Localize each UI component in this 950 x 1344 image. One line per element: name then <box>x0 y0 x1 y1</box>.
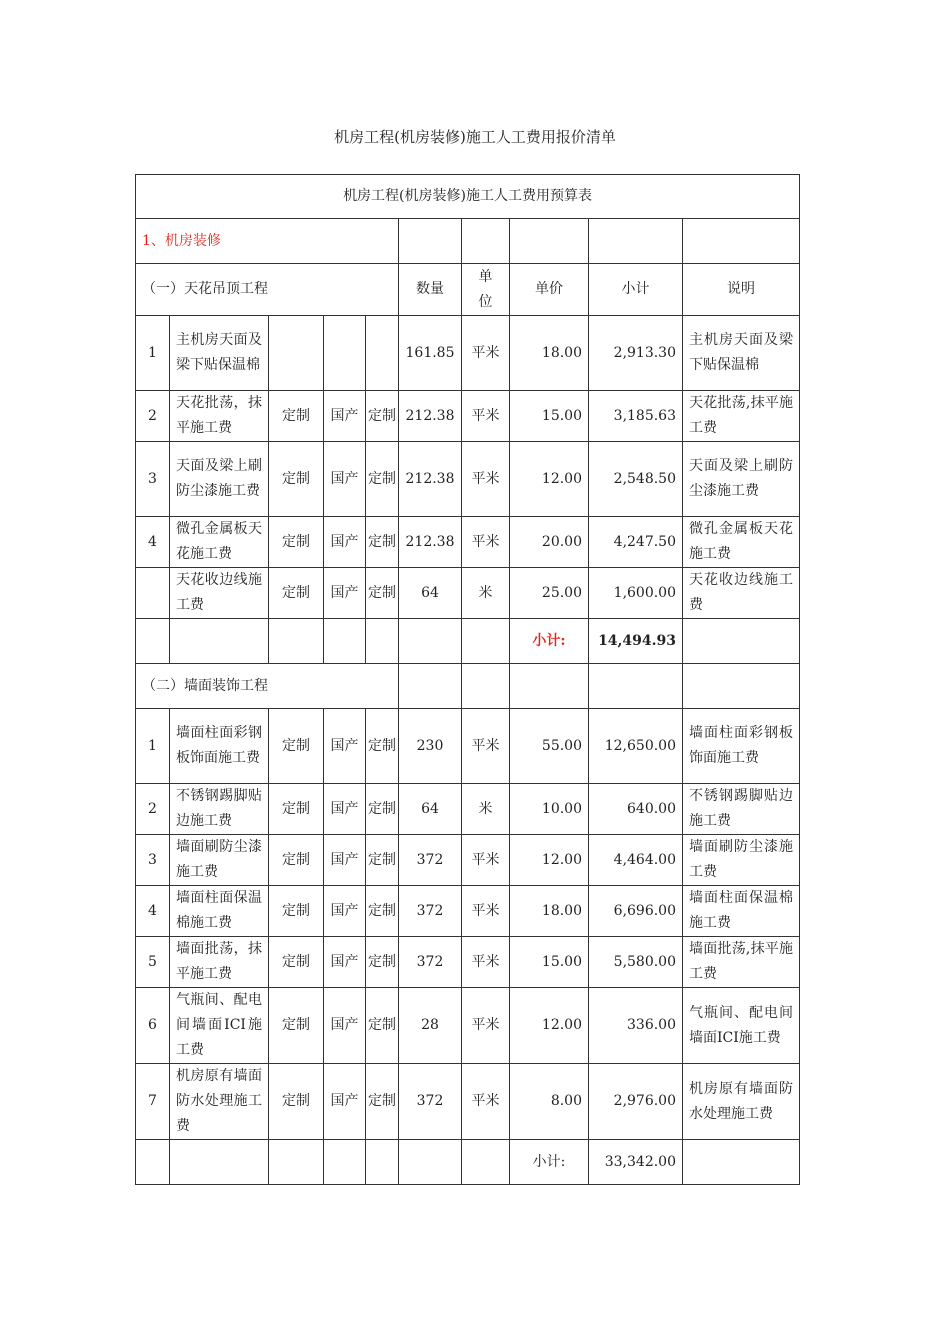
item-custom: 定制 <box>366 886 399 937</box>
item-unit: 平米 <box>462 316 510 391</box>
item-subtotal: 640.00 <box>589 784 683 835</box>
item-note: 墙面批荡,抹平施工费 <box>683 937 800 988</box>
item-origin: 国产 <box>324 391 366 442</box>
header-qty: 数量 <box>399 264 462 316</box>
table-row <box>136 988 800 1064</box>
item-subtotal: 336.00 <box>589 988 683 1064</box>
group2-header-row <box>136 664 800 709</box>
group2-total-value: 33,342.00 <box>589 1140 683 1185</box>
item-name: 天花批荡，抹平施工费 <box>170 391 269 442</box>
table-row <box>136 568 800 619</box>
item-subtotal: 6,696.00 <box>589 886 683 937</box>
item-qty: 64 <box>399 784 462 835</box>
item-note: 墙面柱面彩钢板饰面施工费 <box>683 709 800 784</box>
budget-table <box>135 174 800 1185</box>
row-number: 3 <box>136 442 170 517</box>
item-subtotal: 1,600.00 <box>589 568 683 619</box>
item-origin: 国产 <box>324 886 366 937</box>
item-custom: 定制 <box>366 1064 399 1140</box>
document-title: 机房工程(机房装修)施工人工费用报价清单 <box>334 128 616 146</box>
item-origin: 国产 <box>324 784 366 835</box>
table-row <box>136 316 800 391</box>
item-unit: 平米 <box>462 886 510 937</box>
item-note: 天花收边线施工费 <box>683 568 800 619</box>
item-name: 墙面刷防尘漆施工费 <box>170 835 269 886</box>
item-type <box>269 316 324 391</box>
item-type: 定制 <box>269 709 324 784</box>
table-row <box>136 709 800 784</box>
item-qty: 230 <box>399 709 462 784</box>
item-type: 定制 <box>269 988 324 1064</box>
group1-title: （一）天花吊顶工程 <box>136 264 399 316</box>
item-name: 墙面柱面保温棉施工费 <box>170 886 269 937</box>
item-note: 天面及梁上刷防尘漆施工费 <box>683 442 800 517</box>
table-row <box>136 517 800 568</box>
row-number: 2 <box>136 391 170 442</box>
row-number: 4 <box>136 517 170 568</box>
item-name: 墙面柱面彩钢板饰面施工费 <box>170 709 269 784</box>
item-origin: 国产 <box>324 568 366 619</box>
item-price: 18.00 <box>510 886 589 937</box>
group2-title: （二）墙面装饰工程 <box>136 664 399 709</box>
item-origin: 国产 <box>324 442 366 517</box>
item-qty: 212.38 <box>399 391 462 442</box>
item-custom: 定制 <box>366 517 399 568</box>
header-note: 说明 <box>683 264 800 316</box>
section-row <box>136 219 800 264</box>
item-name: 微孔金属板天花施工费 <box>170 517 269 568</box>
item-unit: 平米 <box>462 988 510 1064</box>
item-price: 20.00 <box>510 517 589 568</box>
item-price: 8.00 <box>510 1064 589 1140</box>
item-unit: 米 <box>462 784 510 835</box>
group1-total-row <box>136 619 800 664</box>
row-number: 4 <box>136 886 170 937</box>
item-origin: 国产 <box>324 835 366 886</box>
item-origin: 国产 <box>324 937 366 988</box>
item-note: 气瓶间、配电间墙面ICI施工费 <box>683 988 800 1064</box>
item-qty: 372 <box>399 886 462 937</box>
item-name: 不锈钢踢脚贴边施工费 <box>170 784 269 835</box>
item-custom: 定制 <box>366 937 399 988</box>
item-origin: 国产 <box>324 1064 366 1140</box>
item-note: 主机房天面及梁下贴保温棉 <box>683 316 800 391</box>
item-unit: 米 <box>462 568 510 619</box>
item-note: 天花批荡,抹平施工费 <box>683 391 800 442</box>
group2-total-row <box>136 1140 800 1185</box>
item-subtotal: 2,976.00 <box>589 1064 683 1140</box>
table-title-row <box>136 175 800 219</box>
item-price: 15.00 <box>510 391 589 442</box>
item-price: 15.00 <box>510 937 589 988</box>
item-custom: 定制 <box>366 568 399 619</box>
item-unit: 平米 <box>462 517 510 568</box>
item-qty: 372 <box>399 1064 462 1140</box>
row-number: 1 <box>136 316 170 391</box>
group1-total-value: 14,494.93 <box>589 619 683 664</box>
row-number: 7 <box>136 1064 170 1140</box>
row-number: 1 <box>136 709 170 784</box>
group1-total-label: 小计: <box>510 619 589 664</box>
item-price: 12.00 <box>510 442 589 517</box>
table-row <box>136 784 800 835</box>
item-unit: 平米 <box>462 442 510 517</box>
item-qty: 161.85 <box>399 316 462 391</box>
item-name: 墙面批荡，抹平施工费 <box>170 937 269 988</box>
item-note: 墙面柱面保温棉施工费 <box>683 886 800 937</box>
table-title: 机房工程(机房装修)施工人工费用预算表 <box>136 175 800 219</box>
table-row <box>136 835 800 886</box>
item-name: 机房原有墙面防水处理施工费 <box>170 1064 269 1140</box>
item-type: 定制 <box>269 391 324 442</box>
item-subtotal: 3,185.63 <box>589 391 683 442</box>
item-qty: 212.38 <box>399 442 462 517</box>
item-type: 定制 <box>269 442 324 517</box>
group2-rows <box>136 709 800 1140</box>
table-row <box>136 886 800 937</box>
item-custom: 定制 <box>366 442 399 517</box>
item-unit: 平米 <box>462 709 510 784</box>
row-number <box>136 568 170 619</box>
item-type: 定制 <box>269 1064 324 1140</box>
item-subtotal: 2,548.50 <box>589 442 683 517</box>
item-price: 55.00 <box>510 709 589 784</box>
item-price: 12.00 <box>510 835 589 886</box>
table-row <box>136 442 800 517</box>
group2-total-label: 小计: <box>510 1140 589 1185</box>
row-number: 6 <box>136 988 170 1064</box>
item-name: 气瓶间、配电间墙面ICI施工费 <box>170 988 269 1064</box>
item-subtotal: 4,464.00 <box>589 835 683 886</box>
item-origin: 国产 <box>324 709 366 784</box>
table-row <box>136 937 800 988</box>
item-type: 定制 <box>269 517 324 568</box>
item-subtotal: 5,580.00 <box>589 937 683 988</box>
table-row <box>136 391 800 442</box>
item-unit: 平米 <box>462 391 510 442</box>
item-subtotal: 2,913.30 <box>589 316 683 391</box>
group1-header-row <box>136 264 800 316</box>
item-type: 定制 <box>269 835 324 886</box>
item-note: 机房原有墙面防水处理施工费 <box>683 1064 800 1140</box>
item-type: 定制 <box>269 568 324 619</box>
item-name: 天花收边线施工费 <box>170 568 269 619</box>
item-custom: 定制 <box>366 988 399 1064</box>
table-row <box>136 1064 800 1140</box>
item-custom: 定制 <box>366 835 399 886</box>
item-unit: 平米 <box>462 835 510 886</box>
item-subtotal: 12,650.00 <box>589 709 683 784</box>
header-price: 单价 <box>510 264 589 316</box>
item-note: 墙面刷防尘漆施工费 <box>683 835 800 886</box>
header-unit: 单 位 <box>462 264 510 316</box>
item-origin: 国产 <box>324 517 366 568</box>
group1-rows <box>136 316 800 619</box>
item-qty: 212.38 <box>399 517 462 568</box>
item-qty: 372 <box>399 835 462 886</box>
item-custom: 定制 <box>366 391 399 442</box>
section-label: 1、机房装修 <box>136 219 399 264</box>
item-origin <box>324 316 366 391</box>
item-qty: 64 <box>399 568 462 619</box>
item-subtotal: 4,247.50 <box>589 517 683 568</box>
item-qty: 372 <box>399 937 462 988</box>
item-unit: 平米 <box>462 1064 510 1140</box>
item-price: 12.00 <box>510 988 589 1064</box>
item-price: 18.00 <box>510 316 589 391</box>
item-name: 天面及梁上刷防尘漆施工费 <box>170 442 269 517</box>
row-number: 3 <box>136 835 170 886</box>
item-custom: 定制 <box>366 709 399 784</box>
item-note: 微孔金属板天花施工费 <box>683 517 800 568</box>
item-price: 10.00 <box>510 784 589 835</box>
row-number: 2 <box>136 784 170 835</box>
item-type: 定制 <box>269 784 324 835</box>
item-type: 定制 <box>269 937 324 988</box>
item-custom <box>366 316 399 391</box>
item-unit: 平米 <box>462 937 510 988</box>
item-type: 定制 <box>269 886 324 937</box>
item-qty: 28 <box>399 988 462 1064</box>
item-price: 25.00 <box>510 568 589 619</box>
item-custom: 定制 <box>366 784 399 835</box>
item-note: 不锈钢踢脚贴边施工费 <box>683 784 800 835</box>
item-name: 主机房天面及梁下贴保温棉 <box>170 316 269 391</box>
row-number: 5 <box>136 937 170 988</box>
item-origin: 国产 <box>324 988 366 1064</box>
header-subtotal: 小计 <box>589 264 683 316</box>
